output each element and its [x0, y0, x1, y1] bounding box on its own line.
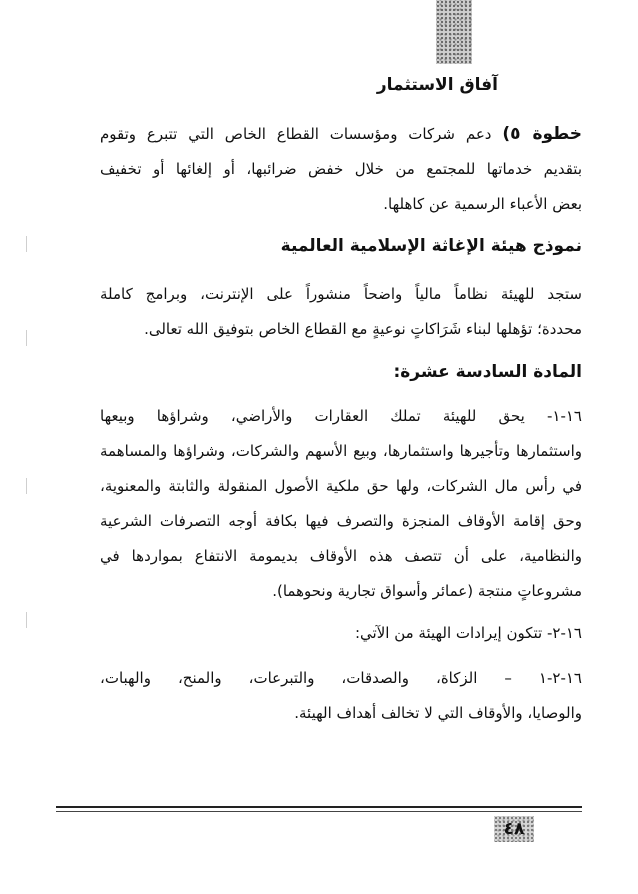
clause-16-2: ١٦-٢- تتكون إيرادات الهيئة من الآتي:: [354, 624, 582, 642]
clause-16-1-line-2: واستثمارها وتأجيرها واستثمارها، وبيع الأسهم والشركات، وشراؤها والمساهمة: [100, 442, 582, 460]
clause-16-1-line-4: وحق إقامة الأوقاف المنجزة والتصرف فيها بكافة أوجه التصرفات الشرعية: [100, 512, 582, 530]
step5-line-1: [100, 123, 582, 145]
model-line-2: محددة؛ تؤهلها لبناء شَرَاكاتٍ نوعيةٍ مع القطاع الخاص بتوفيق الله تعالى.: [144, 320, 582, 338]
footer-rule: [56, 806, 582, 808]
step5-line-3: بعض الأعباء الرسمية عن كاهلها.: [383, 195, 582, 213]
model-line-1: ستجد للهيئة نظاماً مالياً واضحاً منشوراً على الإنترنت، وبرامج كاملة: [100, 285, 582, 303]
clause-16-2-1-line-2: والوصايا، والأوقاف التي لا تخالف أهداف الهيئة.: [294, 704, 582, 722]
clause-16-1-line-5: والنظامية، على أن تتصف هذه الأوقاف بديمومة الانتفاع بمواردها في: [100, 547, 582, 565]
running-header-title: آفاق الاستثمار: [376, 75, 498, 95]
footer-rule-thin: [56, 811, 582, 812]
clause-16-1-line-1: ١٦-١- يحق للهيئة تملك العقارات والأراضي، وشراؤها وبيعها: [100, 407, 582, 425]
page-number: ٤٨: [503, 819, 525, 839]
clause-16-1-line-3: في رأس مال الشركات، ولها حق ملكية الأصول المنقولة والثابتة والمعنوية،: [100, 477, 582, 495]
step5-line-1-text: دعم شركات ومؤسسات القطاع الخاص التي تتبرع وتقوم: [100, 125, 492, 143]
scan-margin-mark: [26, 330, 27, 346]
step5-line-2: بتقديم خدماتها للمجتمع من خلال خفض ضرائبها، أو إلغائها أو تخفيف: [100, 160, 582, 178]
model-section-heading: نموذج هيئة الإغاثة الإسلامية العالمية: [280, 236, 582, 256]
scan-margin-mark: [26, 612, 27, 628]
clause-16-2-1-line-1: ١٦-٢-١ – الزكاة، والصدقات، والتبرعات، والمنح، والهبات،: [100, 669, 582, 687]
step5-label: خطوة ٥): [502, 124, 582, 144]
clause-16-1-line-6: مشروعاتٍ منتجة (عمائر وأسواق تجارية ونحوهما).: [272, 582, 582, 600]
header-ornament-image: [436, 0, 472, 64]
scan-margin-mark: [26, 478, 27, 494]
article16-heading: المادة السادسة عشرة:: [393, 362, 582, 382]
scan-margin-mark: [26, 236, 27, 252]
